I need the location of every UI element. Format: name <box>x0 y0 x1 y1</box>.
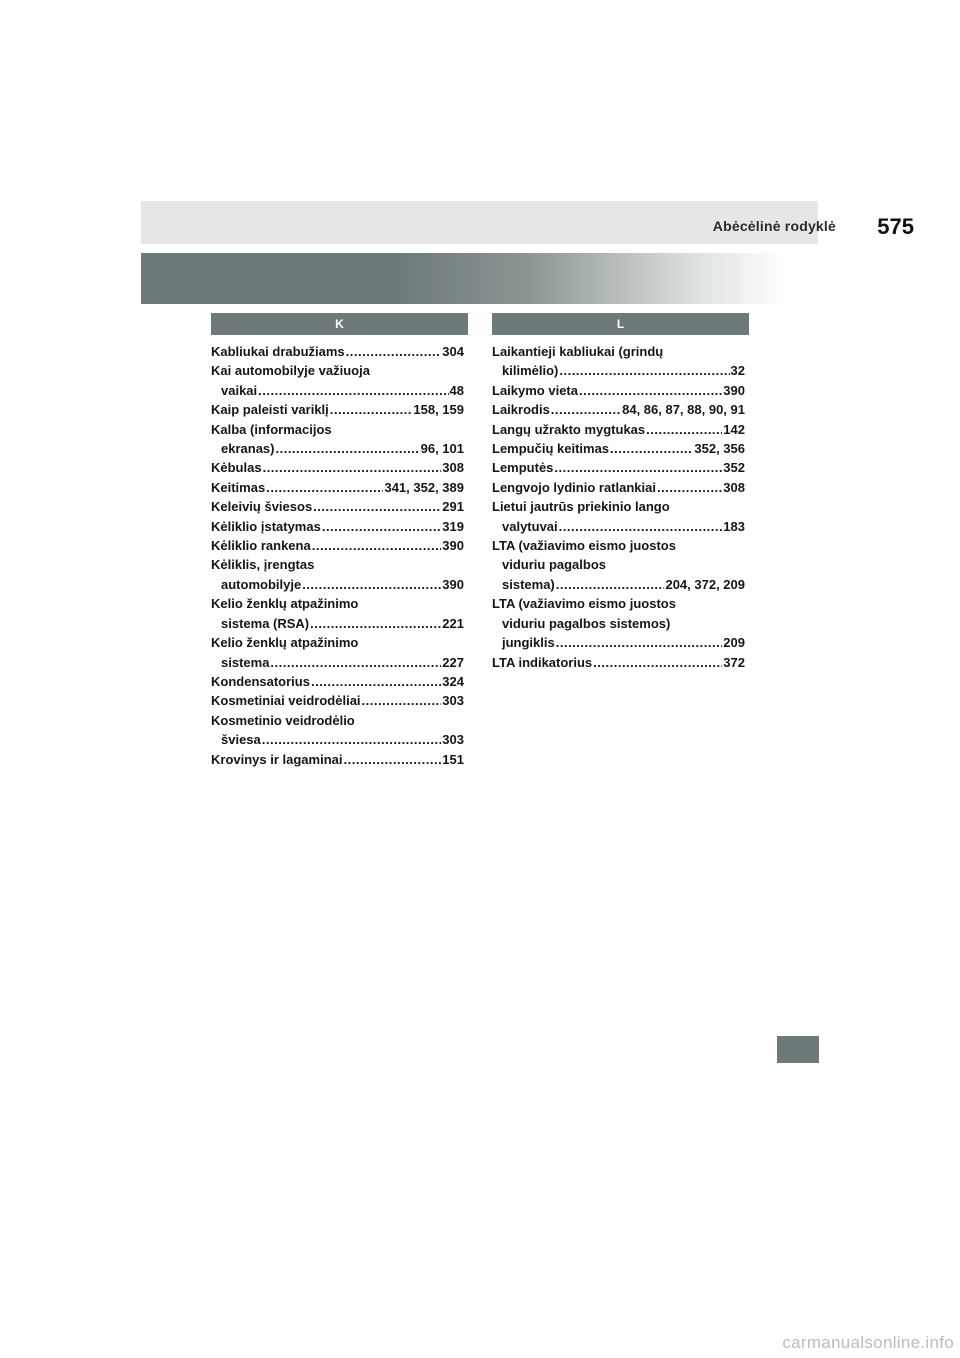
page-reference: 352, 356 <box>694 441 745 457</box>
index-term: Laikrodis <box>492 402 550 418</box>
index-entry-line <box>492 633 745 652</box>
index-entry <box>492 439 745 458</box>
index-entry <box>211 633 464 672</box>
page-reference: 308 <box>723 479 745 495</box>
page-reference: 32 <box>730 363 745 379</box>
index-term: Lemputės <box>492 460 554 476</box>
index-entry-line <box>211 750 464 769</box>
index-entry-line <box>211 691 464 710</box>
index-entry-line <box>492 400 745 419</box>
index-entry <box>211 517 464 536</box>
page-reference: 221 <box>442 615 464 631</box>
page-reference: 84, 86, 87, 88, 90, 91 <box>622 402 745 418</box>
dot-leader <box>258 381 448 400</box>
index-entry <box>211 555 464 594</box>
index-term: šviesa <box>221 732 261 748</box>
index-entry <box>492 536 745 594</box>
index-term: jungiklis <box>502 635 555 651</box>
page-reference: 372 <box>723 654 745 670</box>
index-entry <box>492 400 745 419</box>
index-entry <box>211 361 464 400</box>
index-entry <box>492 458 745 477</box>
index-entry <box>211 420 464 459</box>
index-term: vaikai <box>221 382 258 398</box>
index-term: sistema <box>221 654 270 670</box>
dot-leader <box>593 653 722 672</box>
index-term: Kelio ženklų atpažinimo <box>211 596 359 612</box>
index-term: Kėliklio rankena <box>211 538 311 554</box>
index-term: Keleivių šviesos <box>211 499 313 515</box>
page-reference: 390 <box>442 538 464 554</box>
dot-leader <box>263 458 442 477</box>
watermark: carmanualsonline.info <box>782 1333 954 1352</box>
index-term: Kalba (informacijos <box>211 421 332 437</box>
index-term: Langų užrakto mygtukas <box>492 421 646 437</box>
dot-leader <box>346 342 442 361</box>
decorative-band <box>141 253 784 304</box>
index-entry-line <box>211 439 464 458</box>
page-reference: 308 <box>442 460 464 476</box>
index-entry <box>211 458 464 477</box>
dot-leader <box>556 633 723 652</box>
index-term: Lempučių keitimas <box>492 441 610 457</box>
dot-leader <box>302 575 441 594</box>
index-entry-line <box>492 381 745 400</box>
page-reference: 48 <box>449 382 464 398</box>
index-term: LTA indikatorius <box>492 654 593 670</box>
index-entry <box>211 711 464 750</box>
index-entry <box>211 594 464 633</box>
index-entry <box>492 478 745 497</box>
index-entry-line <box>492 439 745 458</box>
dot-leader <box>362 691 442 710</box>
index-entry-line <box>211 400 464 419</box>
index-entry-line <box>211 575 464 594</box>
index-column-k <box>211 342 464 769</box>
page-reference: 303 <box>442 693 464 709</box>
index-term: Laikantieji kabliukai (grindų <box>492 344 664 359</box>
dot-leader <box>330 400 413 419</box>
dot-leader <box>270 653 441 672</box>
letter-header-l: L <box>492 313 749 335</box>
index-term: LTA (važiavimo eismo juostos <box>492 596 676 612</box>
index-entry-line <box>211 653 464 672</box>
index-term: Kelio ženklų atpažinimo <box>211 635 359 651</box>
index-entry-line <box>211 342 464 361</box>
index-term: kilimėlio) <box>502 363 559 379</box>
dot-leader <box>262 730 442 749</box>
index-term: Kaip paleisti variklį <box>211 402 329 418</box>
page-reference: 227 <box>442 654 464 670</box>
index-term: Kondensatorius <box>211 673 310 689</box>
dot-leader <box>310 614 441 633</box>
page-reference: 352 <box>723 460 745 476</box>
page-reference: 324 <box>442 673 464 689</box>
index-term: Kosmetinio veidrodėlio <box>211 712 355 728</box>
index-entry-line <box>492 517 745 536</box>
dot-leader <box>559 517 723 536</box>
index-entry <box>211 497 464 516</box>
index-term: Kosmetiniai veidrodėliai <box>211 693 361 709</box>
index-entry <box>492 653 745 672</box>
index-term: Lengvojo lydinio ratlankiai <box>492 479 656 495</box>
index-entry-line <box>211 497 464 516</box>
index-entry-line <box>492 653 745 672</box>
page-reference: 390 <box>442 576 464 592</box>
index-term: Kabliukai drabužiams <box>211 344 345 359</box>
dot-leader <box>275 439 419 458</box>
dot-leader <box>266 478 383 497</box>
page-reference: 158, 159 <box>413 402 464 418</box>
index-term: Kėliklis, įrengtas <box>211 557 315 573</box>
page-reference: 142 <box>723 421 745 437</box>
dot-leader <box>554 458 722 477</box>
page-reference: 96, 101 <box>420 441 464 457</box>
index-term: LTA (važiavimo eismo juostos <box>492 538 676 554</box>
index-column-l <box>492 342 745 672</box>
index-entry <box>492 342 745 381</box>
dot-leader <box>312 536 442 555</box>
index-term: ekranas) <box>221 441 275 457</box>
index-term: sistema) <box>502 576 555 592</box>
index-entry-line <box>211 614 464 633</box>
index-entry-line <box>211 536 464 555</box>
index-entry <box>211 750 464 769</box>
dot-leader <box>551 400 621 419</box>
page-reference: 304 <box>442 344 464 359</box>
chapter-tab <box>777 1036 819 1063</box>
index-term: Lietui jautrūs priekinio lango <box>492 499 670 515</box>
index-entry-line <box>211 458 464 477</box>
dot-leader <box>311 672 441 691</box>
index-entry <box>492 381 745 400</box>
index-entry <box>211 478 464 497</box>
dot-leader <box>556 575 665 594</box>
index-term: valytuvai <box>502 518 558 534</box>
index-entry-line <box>211 381 464 400</box>
page-reference: 303 <box>442 732 464 748</box>
page-reference: 204, 372, 209 <box>665 576 745 592</box>
section-title: Abėcėlinė rodyklė <box>712 218 836 234</box>
page-reference: 319 <box>442 518 464 534</box>
dot-leader <box>657 478 722 497</box>
page-reference: 209 <box>723 635 745 651</box>
index-entry-line <box>492 458 745 477</box>
index-entry-line <box>211 517 464 536</box>
index-entry <box>211 400 464 419</box>
index-term: Laikymo vieta <box>492 382 578 398</box>
dot-leader <box>559 361 729 380</box>
index-entry <box>211 691 464 710</box>
index-term: Kai automobilyje važiuoja <box>211 363 370 379</box>
page-reference: 390 <box>723 382 745 398</box>
dot-leader <box>322 517 441 536</box>
dot-leader <box>313 497 441 516</box>
index-term: Keitimas <box>211 479 266 495</box>
index-term: sistema (RSA) <box>221 615 310 631</box>
index-term: Kėbulas <box>211 460 262 476</box>
index-entry <box>492 497 745 536</box>
letter-header-k: K <box>211 313 468 335</box>
index-entry <box>211 672 464 691</box>
dot-leader <box>579 381 722 400</box>
page-reference: 341, 352, 389 <box>384 479 464 495</box>
page-reference: 183 <box>723 518 745 534</box>
index-entry-line <box>211 730 464 749</box>
index-entry-line <box>211 672 464 691</box>
index-entry <box>211 536 464 555</box>
dot-leader <box>344 750 442 769</box>
index-entry <box>211 342 464 361</box>
dot-leader <box>610 439 693 458</box>
index-term: Krovinys ir lagaminai <box>211 751 343 767</box>
page-number: 575 <box>877 214 914 239</box>
index-entry <box>492 594 745 652</box>
index-entry <box>492 420 745 439</box>
index-entry-line <box>492 420 745 439</box>
dot-leader <box>646 420 722 439</box>
index-term: viduriu pagalbos sistemos) <box>502 615 671 631</box>
index-entry-line <box>211 478 464 497</box>
index-entry-line <box>492 575 745 594</box>
index-term: viduriu pagalbos <box>502 557 607 573</box>
index-entry-line <box>492 361 745 380</box>
index-term: automobilyje <box>221 576 302 592</box>
index-term: Kėliklio įstatymas <box>211 518 321 534</box>
page-reference: 291 <box>442 499 464 515</box>
index-entry-line <box>492 478 745 497</box>
page-reference: 151 <box>442 751 464 767</box>
